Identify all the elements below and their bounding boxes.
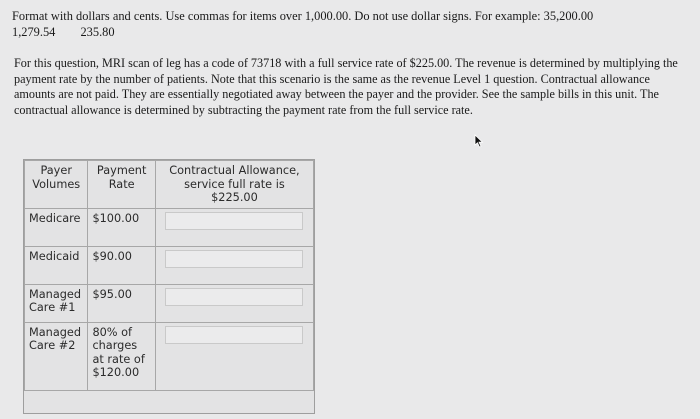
cell-payment-rate: $95.00 [88, 284, 155, 322]
header-contractual-allowance: Contractual Allowance, service full rate is $225.00 [155, 161, 313, 209]
managed-care-2-allowance-input[interactable] [165, 326, 303, 344]
cell-payer: Managed Care #2 [25, 322, 88, 390]
managed-care-1-allowance-input[interactable] [165, 288, 303, 306]
table-row-managed-care-1 [25, 284, 314, 322]
format-instructions [12, 8, 682, 40]
format-example-1: 1,279.54 [12, 25, 56, 39]
header-payment-rate: Payment Rate [88, 161, 155, 209]
format-instructions-line: Format with dollars and cents. Use commas for items over 1,000.00. Do not use dollar signs. For example: 35,200.00 [12, 9, 594, 23]
cell-answer [155, 208, 313, 246]
cell-payer: Medicare [25, 208, 88, 246]
cell-payment-rate: $100.00 [88, 208, 155, 246]
cell-answer [155, 246, 313, 284]
cell-answer [155, 322, 313, 390]
cell-payer: Managed Care #1 [25, 284, 88, 322]
answer-table-container [23, 159, 315, 414]
format-example-2: 235.80 [80, 25, 115, 39]
question-text: For this question, MRI scan of leg has a code of 73718 with a full service rate of $225.00. The revenue is determined by multiplying the payment rate by the number of patients. Note that this scenario is the same as the revenue Level 1 question. Contractual allowance amounts are not paid. They are essentially negotiated away between the payer and the provider. See the sample bills in this unit. The contractual allowance is determined by subtracting the payment rate from the full service rate. [14, 56, 678, 117]
format-examples [12, 24, 682, 40]
mouse-pointer-icon [474, 134, 484, 148]
header-payer-volumes: Payer Volumes [25, 161, 88, 209]
table-row-medicaid [25, 246, 314, 284]
cell-payment-rate: $90.00 [88, 246, 155, 284]
table-header-row [25, 161, 314, 209]
cell-answer [155, 284, 313, 322]
cell-payer: Medicaid [25, 246, 88, 284]
medicare-allowance-input[interactable] [165, 212, 303, 230]
cell-payment-rate: 80% of charges at rate of $120.00 [88, 322, 155, 390]
table-row-managed-care-2 [25, 322, 314, 390]
table-row-medicare [25, 208, 314, 246]
medicaid-allowance-input[interactable] [165, 250, 303, 268]
contractual-allowance-table [24, 160, 314, 391]
